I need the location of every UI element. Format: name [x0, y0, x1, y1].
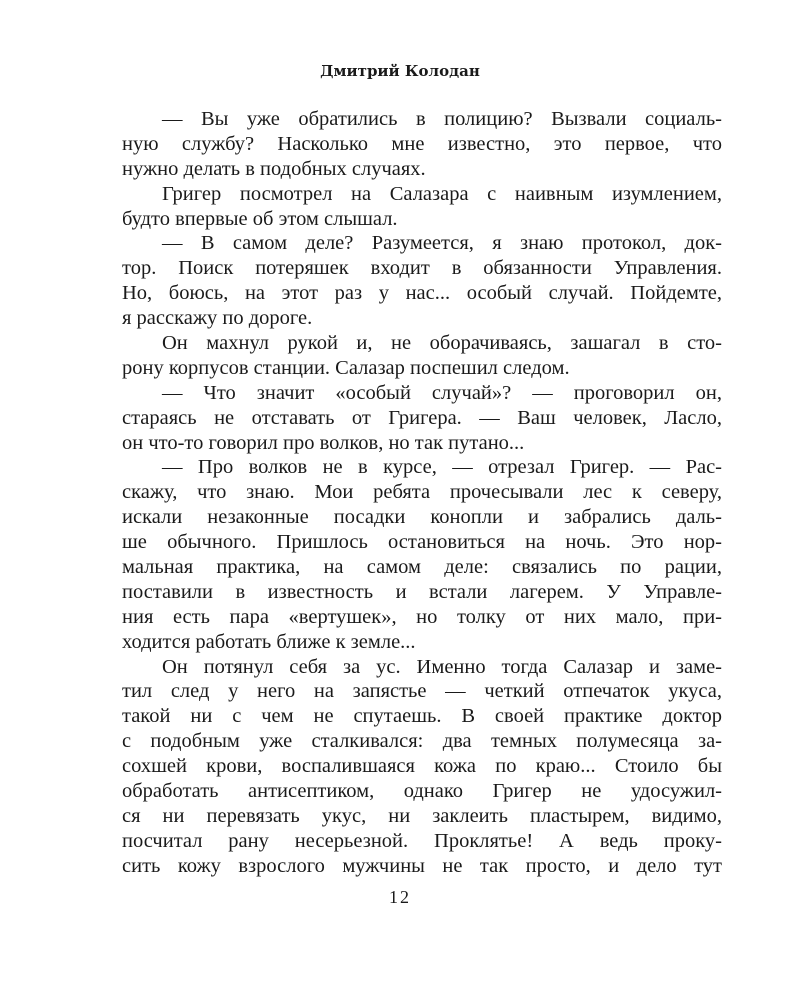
text-line: сохшей крови, воспалившаяся кожа по краю... Стоило бы — [122, 755, 722, 778]
text-line: — В самом деле? Разумеется, я знаю протокол, док- — [162, 232, 722, 255]
text-line: с подобным уже сталкивался: два темных полумесяца за- — [122, 730, 722, 753]
text-line: Григер посмотрел на Салазара с наивным изумлением, — [162, 182, 722, 205]
text-line: поставили в известность и встали лагерем. У Управле- — [122, 580, 722, 603]
text-line: Он потянул себя за ус. Именно тогда Салазар и заме- — [162, 655, 722, 678]
text-line: тор. Поиск потеряшек входит в обязанности Управления. — [122, 257, 722, 280]
text-line: он что-то говорил про волков, но так путано... — [122, 431, 525, 454]
text-line: — Что значит «особый случай»? — проговорил он, — [162, 381, 722, 404]
text-line: ния есть пара «вертушек», но толку от них мало, при- — [122, 605, 722, 628]
page-number: 12 — [389, 887, 411, 907]
text-line: сить кожу взрослого мужчины не так просто, и дело тут — [122, 854, 722, 877]
text-line: искали незаконные посадки конопли и забрались даль- — [122, 506, 722, 529]
text-line: Он махнул рукой и, не оборачиваясь, зашагал в сто- — [162, 332, 722, 355]
text-line: Но, боюсь, на этот раз у нас... особый случай. Пойдемте, — [122, 282, 722, 305]
text-line: нужно делать в подобных случаях. — [122, 157, 426, 180]
text-line: будто впервые об этом слышал. — [122, 207, 398, 230]
text-line: стараясь не отставать от Григера. — Ваш человек, Ласло, — [122, 406, 722, 429]
text-line: я расскажу по дороге. — [122, 307, 313, 330]
text-line: тил след у него на запястье — четкий отпечаток укуса, — [122, 680, 722, 703]
text-line: скажу, что знаю. Мои ребята прочесывали лес к северу, — [122, 481, 722, 504]
text-line: ходится работать ближе к земле... — [122, 630, 416, 653]
text-line: — Вы уже обратились в полицию? Вызвали социаль- — [162, 108, 722, 130]
text-line: ше обычного. Пришлось остановиться на ночь. Это нор- — [122, 531, 722, 554]
text-line: ся ни перевязать укус, ни заклеить пластырем, видимо, — [122, 804, 722, 827]
text-line: ную службу? Насколько мне известно, это первое, что — [122, 132, 722, 155]
text-line: обработать антисептиком, однако Григер не удосужил- — [122, 780, 722, 803]
text-line: мальная практика, на самом деле: связались по рации, — [122, 556, 722, 579]
body-text — [122, 107, 722, 879]
text-line: посчитал рану несерьезной. Проклятье! А ведь проку- — [122, 829, 722, 852]
text-line: такой ни с чем не спутаешь. В своей практике доктор — [122, 705, 722, 728]
text-line: — Про волков не в курсе, — отрезал Григер. — Рас- — [162, 456, 722, 479]
running-head: Дмитрий Колодан — [320, 62, 480, 80]
text-line: рону корпусов станции. Салазар поспешил следом. — [122, 356, 570, 379]
